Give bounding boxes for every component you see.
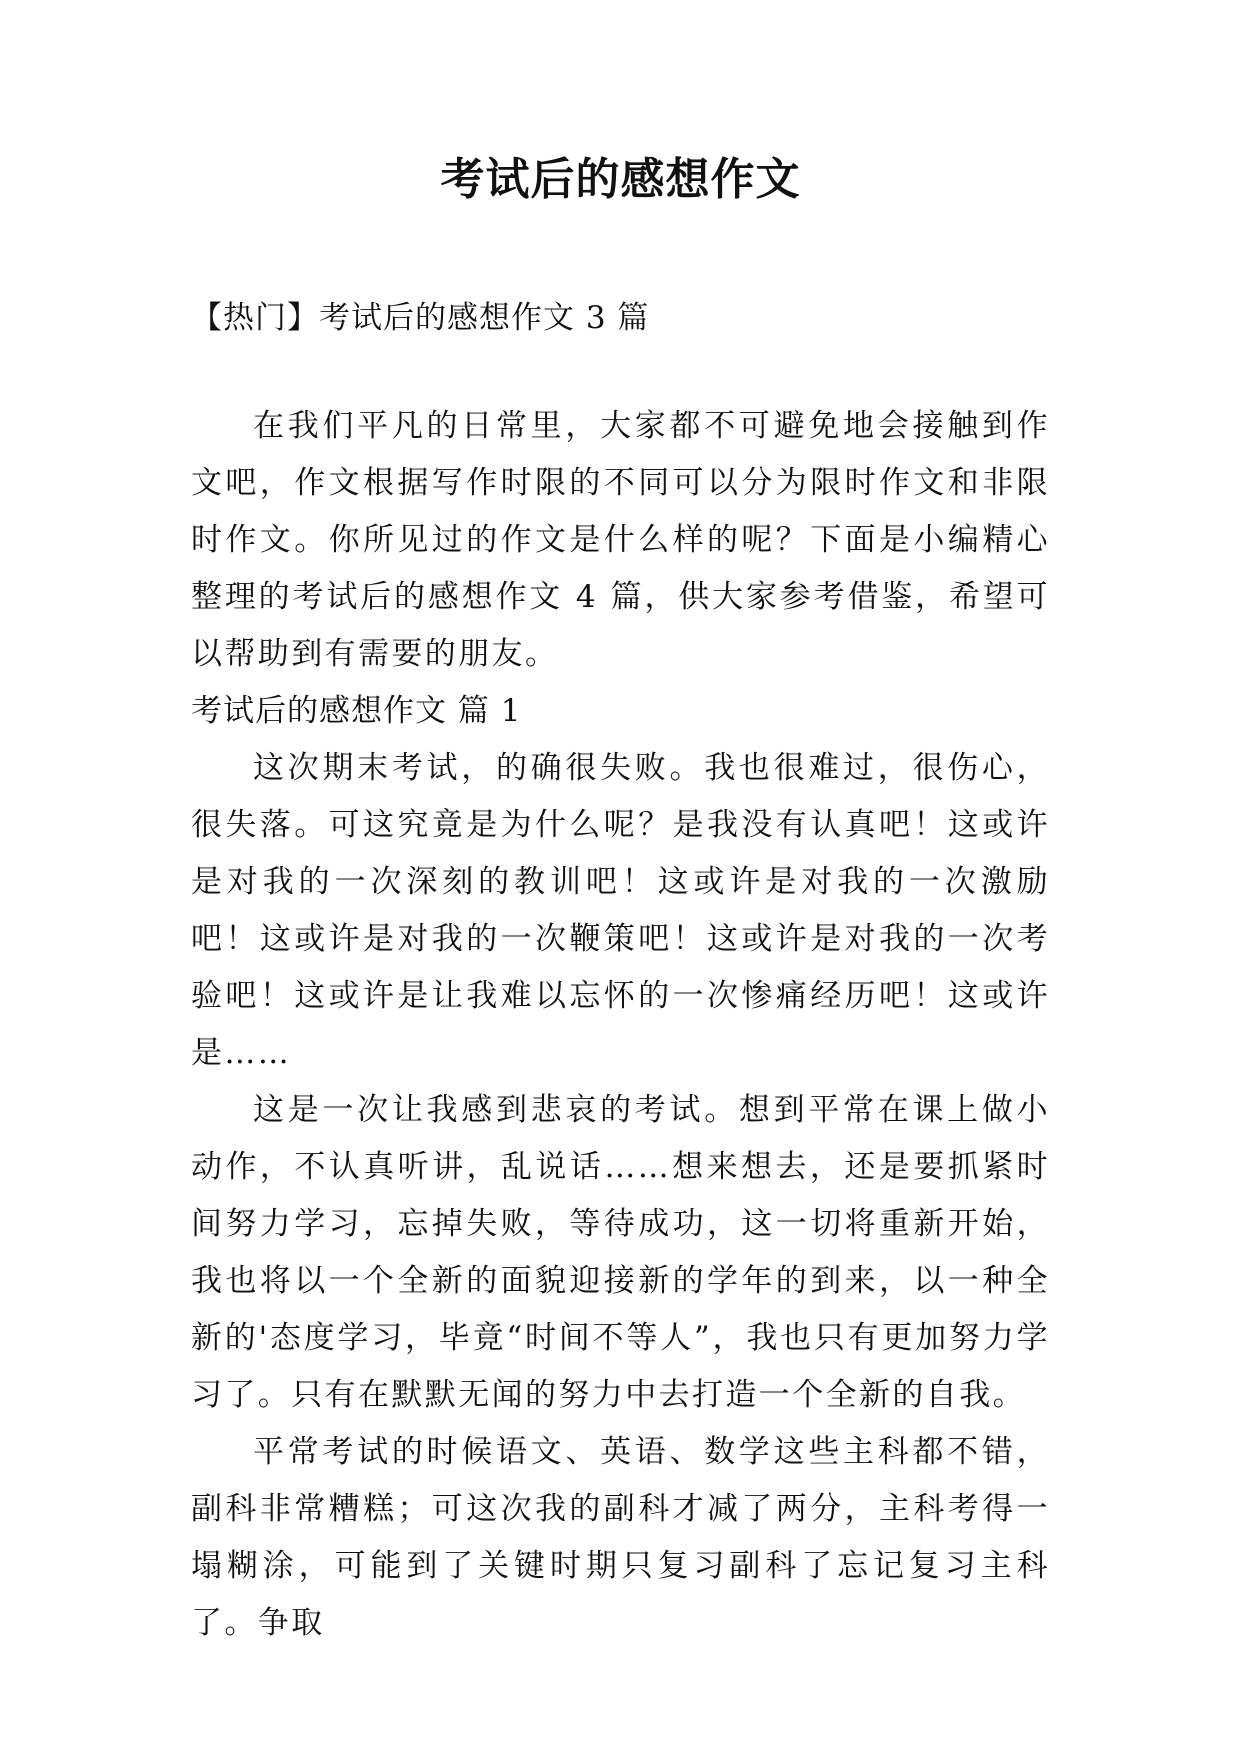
document-subtitle: 【热门】考试后的感想作文 3 篇 [191, 300, 650, 336]
body-paragraph-2: 这是一次让我感到悲哀的考试。想到平常在课上做小动作，不认真听讲，乱说话……想来想去，还是要抓紧时间努力学习，忘掉失败，等待成功，这一切将重新开始，我也将以一个全新的面貌迎接新的学年的到来，以一种全新的'态度学习，毕竟“时间不等人”，我也只有更加努力学习了。只有在默默无闻的努力中去打造一个全新的自我。 [191, 1092, 1050, 1413]
document-body [191, 398, 1050, 1652]
body-paragraph-1: 这次期末考试，的确很失败。我也很难过，很伤心，很失落。可这究竟是为什么呢？是我没有认真吧！这或许是对我的一次深刻的教训吧！这或许是对我的一次激励吧！这或许是对我的一次鞭策吧！这或许是对我的一次考验吧！这或许是让我难以忘怀的一次惨痛经历吧！这或许是…… [191, 750, 1050, 1071]
document-title: 考试后的感想作文 [440, 154, 801, 205]
intro-paragraph: 在我们平凡的日常里，大家都不可避免地会接触到作文吧，作文根据写作时限的不同可以分为限时作文和非限时作文。你所见过的作文是什么样的呢？下面是小编精心整理的考试后的感想作文 4 篇，供大家参考借鉴，希望可以帮助到有需要的朋友。 [191, 408, 1050, 672]
section-heading: 考试后的感想作文 篇 1 [191, 693, 522, 729]
body-paragraph-3: 平常考试的时候语文、英语、数学这些主科都不错，副科非常糟糕；可这次我的副科才减了两分，主科考得一塌糊涂，可能到了关键时期只复习副科了忘记复习主科了。争取 [191, 1434, 1050, 1641]
